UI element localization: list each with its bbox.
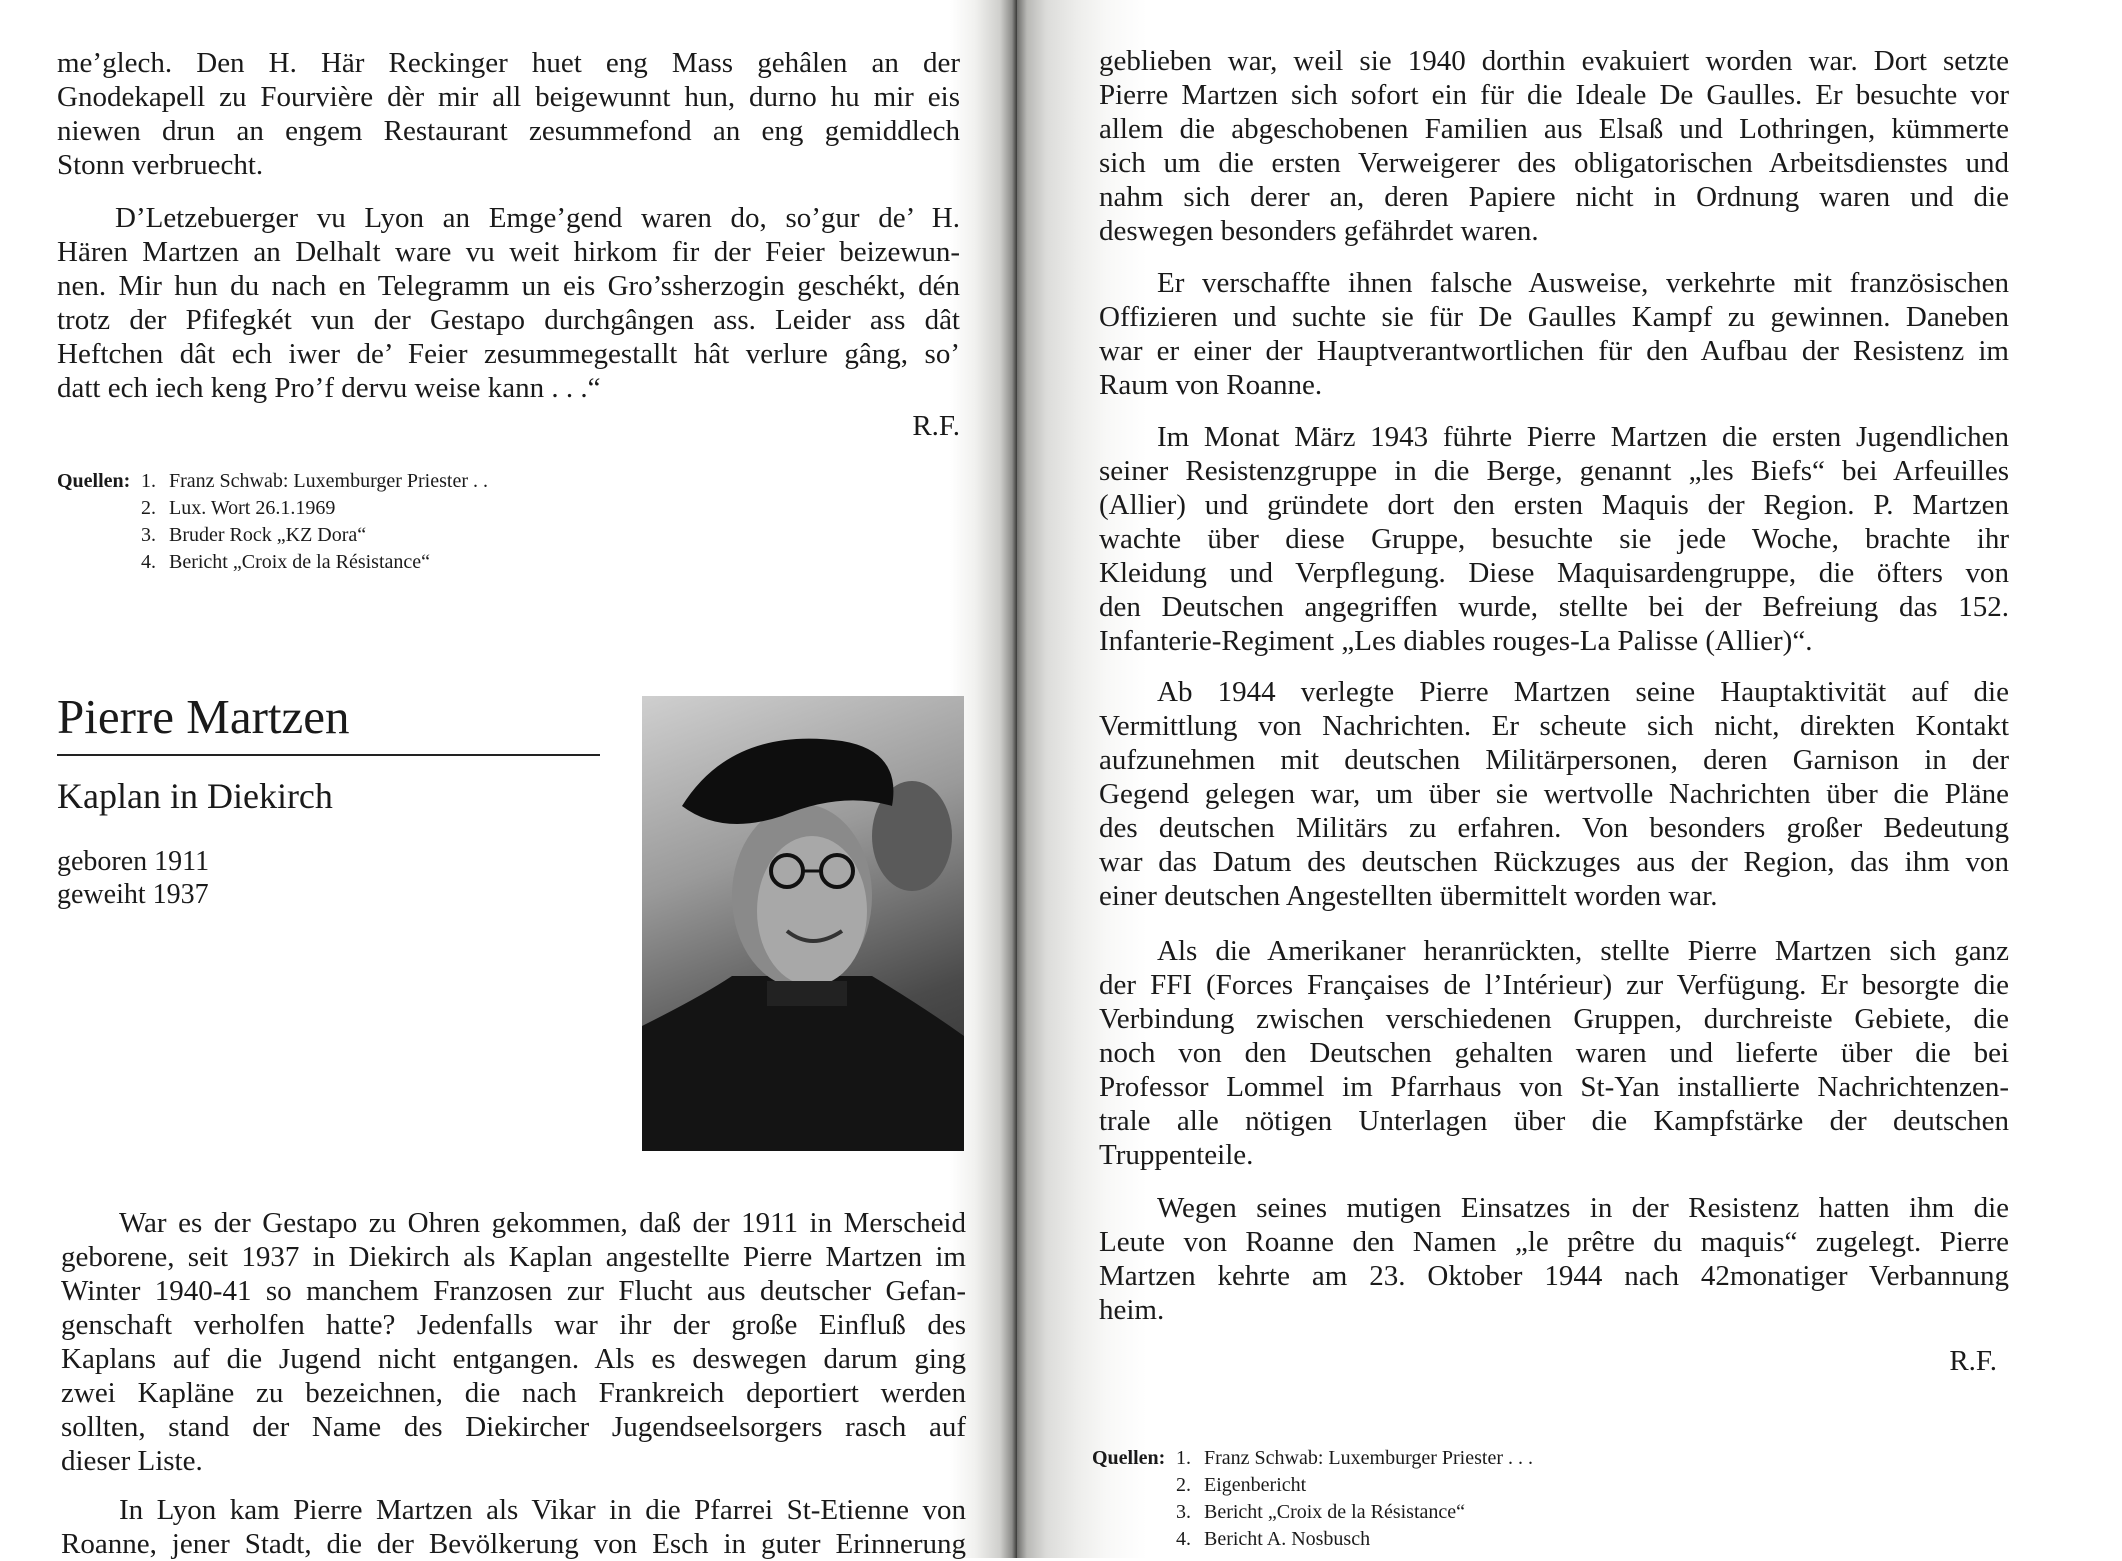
text-line: war er einer der Hauptverantwortlichen für den Aufbau der Resistenz im: [1099, 335, 2009, 367]
paragraph: [1099, 44, 2009, 248]
text-line: geblieben war, weil sie 1940 dorthin evakuiert worden war. Dort setzte: [1099, 45, 2009, 77]
paragraph: [1099, 420, 2009, 658]
signature: R.F.: [1949, 1345, 1997, 1377]
text-line: nen. Mir hun du nach en Telegramm un eis Gro’ssherzogin geschékt, dén: [57, 270, 960, 302]
text-line: War es der Gestapo zu Ohren gekommen, daß der 1911 in Merscheid: [119, 1207, 966, 1239]
paragraph: [57, 201, 960, 405]
source-number: 1.: [141, 470, 156, 492]
text-line: Stonn verbruecht.: [57, 149, 264, 181]
text-line: Heftchen dât ech iwer de’ Feier zesummegestallt hât verlure gâng, so’: [57, 338, 960, 370]
text-line: des deutschen Militärs zu erfahren. Von besonders großer Bedeutung: [1099, 812, 2009, 844]
text-line: zwei Kapläne zu bezeichnen, die nach Frankreich deportiert werden: [61, 1377, 966, 1409]
text-line: datt ech iech keng Pro’f dervu weise kann . . .“: [57, 372, 601, 404]
birth-year: geboren 1911: [57, 846, 210, 877]
paragraph: [1099, 675, 2009, 913]
text-line: einer deutschen Angestellten übermittelt worden war.: [1099, 880, 1718, 912]
paragraph: [1099, 934, 2009, 1172]
text-line: Als die Amerikaner heranrückten, stellte Pierre Martzen sich ganz: [1157, 935, 2009, 967]
title-rule: [57, 754, 600, 756]
source-number: 2.: [1176, 1474, 1191, 1496]
text-line: noch von den Deutschen gehalten waren und lieferte über die bei: [1099, 1037, 2009, 1069]
source-item: Bericht „Croix de la Résistance“: [1204, 1501, 1466, 1523]
text-line: sollten, stand der Name des Diekircher Jugendseelsorgers rasch auf: [61, 1411, 966, 1443]
paragraph: [61, 1206, 966, 1478]
source-number: 2.: [141, 497, 156, 519]
sources-label: Quellen:: [57, 470, 131, 492]
text-line: dieser Liste.: [61, 1445, 203, 1477]
article-subtitle: Kaplan in Diekirch: [57, 776, 333, 816]
text-line: Kleidung und Verpflegung. Diese Maquisardengruppe, die öfters von: [1099, 557, 2009, 589]
source-number: 1.: [1176, 1447, 1191, 1469]
text-line: Truppenteile.: [1099, 1139, 1254, 1171]
text-line: seiner Resistenzgruppe in die Berge, genannt „les Biefs“ bei Arfeuilles: [1099, 455, 2009, 487]
text-line: wachte über diese Gruppe, besuchte sie jede Woche, brachte ihr: [1099, 523, 2009, 555]
text-line: deswegen besonders gefährdet waren.: [1099, 215, 1539, 247]
portrait-photo: [642, 696, 964, 1151]
text-line: me’glech. Den H. Här Reckinger huet eng Mass gehâlen an der: [57, 47, 960, 79]
text-line: geborene, seit 1937 in Diekirch als Kaplan angestellte Pierre Martzen im: [61, 1241, 966, 1273]
left-page: [0, 0, 1017, 1558]
sources-list: [1092, 1445, 1692, 1555]
text-line: trale alle nötigen Unterlagen über die Kampfstärke der deutschen: [1099, 1105, 2009, 1137]
text-line: Professor Lommel im Pfarrhaus von St-Yan installierte Nachrichtenzen-: [1099, 1071, 2009, 1103]
text-line: Gnodekapell zu Fourvière dèr mir all beigewunnt hun, durno hu mir eis: [57, 81, 960, 113]
text-line: Kaplans auf die Jugend nicht entgangen. Als es deswegen darum ging: [61, 1343, 966, 1375]
text-line: Hären Martzen an Delhalt ware vu weit hirkom fir der Feier beizewun-: [57, 236, 960, 268]
text-line: Martzen kehrte am 23. Oktober 1944 nach 42monatiger Verbannung: [1099, 1260, 2009, 1292]
text-line: nahm sich derer an, deren Papiere nicht in Ordnung waren und die: [1099, 181, 2009, 213]
text-line: In Lyon kam Pierre Martzen als Vikar in die Pfarrei St-Etienne von: [119, 1494, 966, 1526]
text-line: Raum von Roanne.: [1099, 369, 1323, 401]
text-line: Offizieren und suchte sie für De Gaulles Kampf zu gewinnen. Daneben: [1099, 301, 2009, 333]
text-line: Ab 1944 verlegte Pierre Martzen seine Hauptaktivität auf die: [1157, 676, 2009, 708]
text-line: Roanne, jener Stadt, die der Bevölkerung von Esch in guter Erinnerung: [61, 1528, 966, 1560]
text-line: heim.: [1099, 1294, 1165, 1326]
text-line: Winter 1940-41 so manchem Franzosen zur Flucht aus deutscher Gefan-: [61, 1275, 966, 1307]
sources-label: Quellen:: [1092, 1447, 1166, 1469]
text-line: Gegend gelegen war, um über sie wertvolle Nachrichten über die Pläne: [1099, 778, 2009, 810]
text-line: Infanterie-Regiment „Les diables rouges-La Palisse (Allier)“.: [1099, 625, 1813, 657]
source-item: Eigenbericht: [1204, 1474, 1307, 1496]
source-item: Bericht „Croix de la Résistance“: [169, 551, 431, 573]
text-line: Im Monat März 1943 führte Pierre Martzen die ersten Jugendlichen: [1157, 421, 2009, 453]
paragraph: [57, 46, 960, 182]
text-line: Pierre Martzen sich sofort ein für die Ideale De Gaulles. Er besuchte vor: [1099, 79, 2009, 111]
text-line: Vermittlung von Nachrichten. Er scheute sich nicht, direkten Kontakt: [1099, 710, 2009, 742]
text-line: den Deutschen angegriffen wurde, stellte bei der Befreiung das 152.: [1099, 591, 2009, 623]
text-line: genschaft verholfen hatte? Jedenfalls war ihr der große Einfluß des: [61, 1309, 966, 1341]
article-title: Pierre Martzen: [57, 689, 350, 744]
paragraph: [1099, 1191, 2009, 1327]
source-number: 4.: [1176, 1528, 1191, 1550]
paragraph: [61, 1493, 966, 1561]
source-item: Bericht A. Nosbusch: [1204, 1528, 1371, 1550]
text-line: sich um die ersten Verweigerer des obligatorischen Arbeitsdienstes und: [1099, 147, 2009, 179]
text-line: Verbindung zwischen verschiedenen Gruppen, durchreiste Gebiete, die: [1099, 1003, 2009, 1035]
sources-list: [57, 468, 657, 578]
text-line: Wegen seines mutigen Einsatzes in der Resistenz hatten ihm die: [1157, 1192, 2009, 1224]
source-item: Franz Schwab: Luxemburger Priester . . .: [1204, 1447, 1533, 1469]
ordination-year: geweiht 1937: [57, 879, 209, 910]
text-line: Er verschaffte ihnen falsche Ausweise, verkehrte mit französischen: [1157, 267, 2009, 299]
text-line: Leute von Roanne den Namen „le prêtre du maquis“ zugelegt. Pierre: [1099, 1226, 2009, 1258]
source-item: Lux. Wort 26.1.1969: [169, 497, 336, 519]
text-line: war das Datum des deutschen Rückzuges aus der Region, das ihm von: [1099, 846, 2009, 878]
text-line: der FFI (Forces Françaises de l’Intérieur) zur Verfügung. Er besorgte die: [1099, 969, 2009, 1001]
text-line: trotz der Pfifegkét vun der Gestapo durchgângen ass. Leider ass dât: [57, 304, 960, 336]
right-page: [1017, 0, 2122, 1558]
text-line: aufzunehmen mit deutschen Militärpersonen, deren Garnison in der: [1099, 744, 2009, 776]
signature: R.F.: [912, 410, 960, 442]
source-number: 4.: [141, 551, 156, 573]
source-number: 3.: [141, 524, 156, 546]
source-item: Bruder Rock „KZ Dora“: [169, 524, 367, 546]
text-line: allem die abgeschobenen Familien aus Elsaß und Lothringen, kümmerte: [1099, 113, 2009, 145]
paragraph: [1099, 266, 2009, 402]
text-line: D’Letzebuerger vu Lyon an Emge’gend waren do, so’gur de’ H.: [115, 202, 960, 234]
source-number: 3.: [1176, 1501, 1191, 1523]
source-item: Franz Schwab: Luxemburger Priester . .: [169, 470, 488, 492]
text-line: niewen drun an engem Restaurant zesummefond an eng gemiddlech: [57, 115, 960, 147]
text-line: (Allier) und gründete dort den ersten Maquis der Region. P. Martzen: [1099, 489, 2009, 521]
